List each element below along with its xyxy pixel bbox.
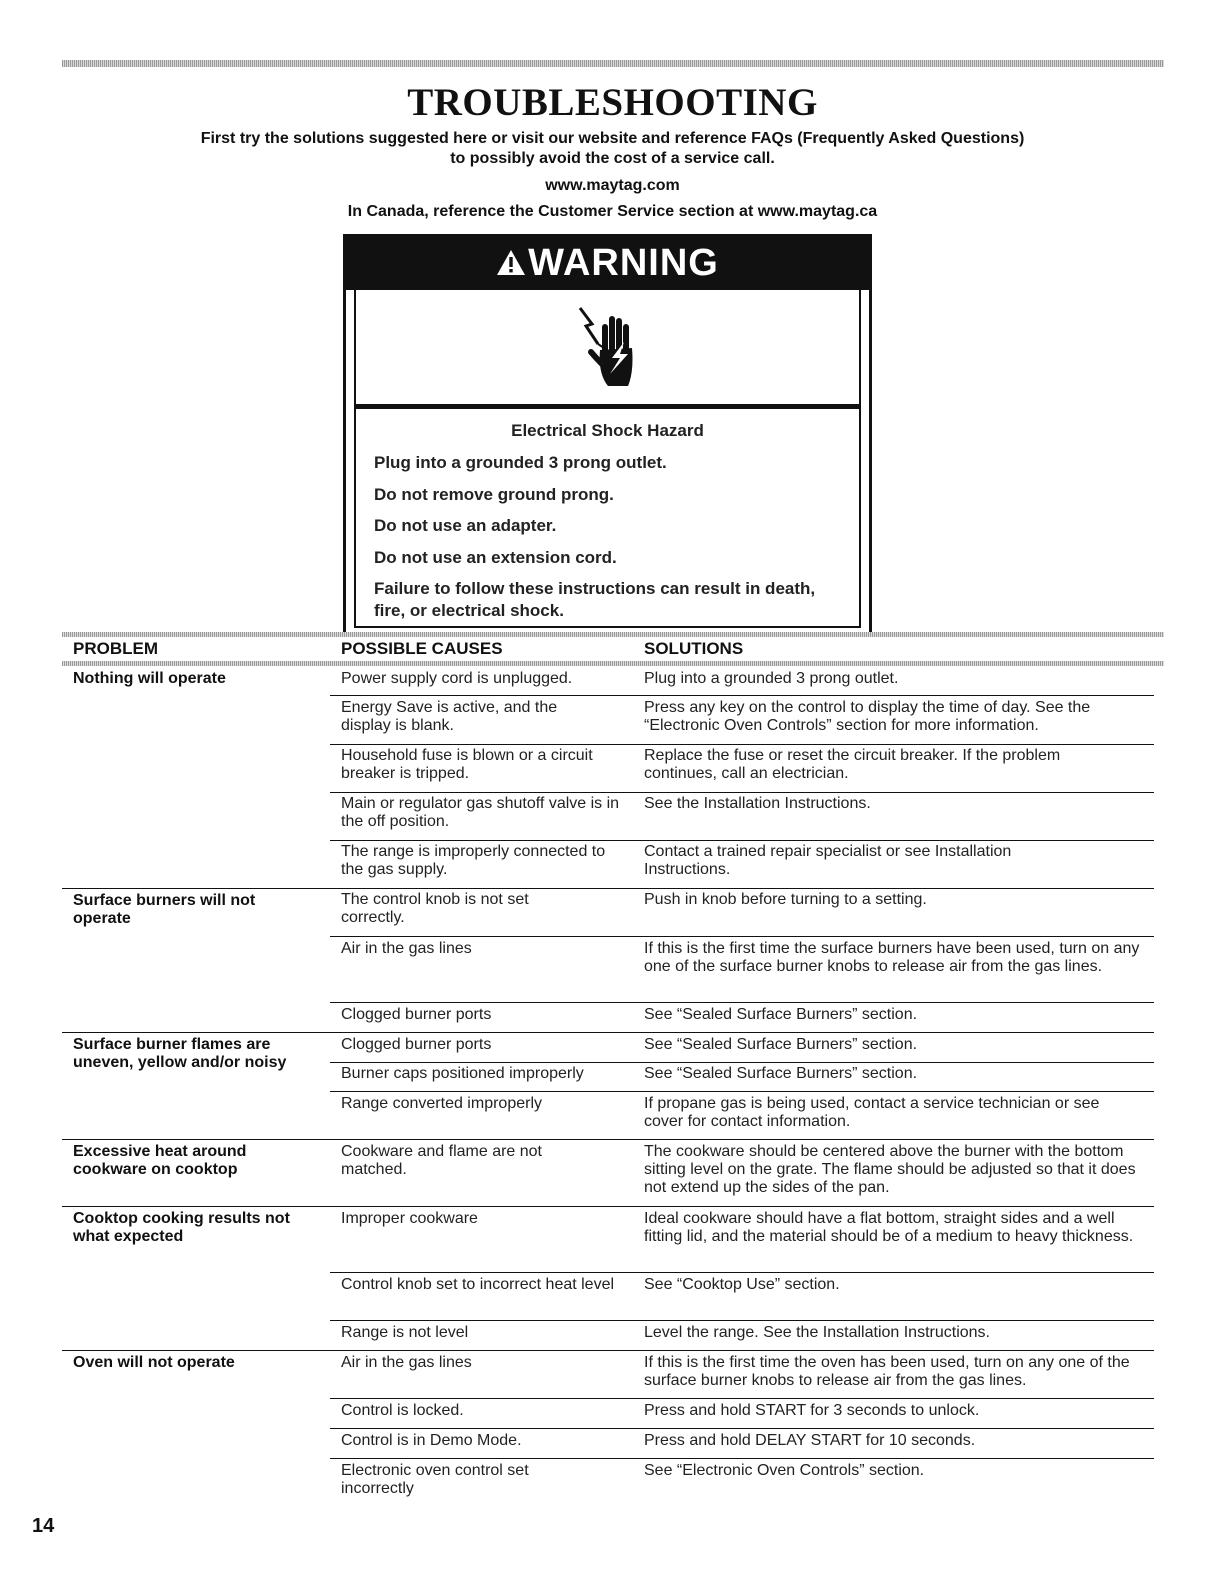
top-hatched-rule <box>62 60 1164 67</box>
cause-cell: Control is locked. <box>341 1402 464 1419</box>
cause-cell: Burner caps positioned improperly <box>341 1065 584 1082</box>
warning-triangle-icon <box>496 238 526 291</box>
electrical-shock-hand-icon <box>578 302 640 397</box>
warning-icon-panel <box>354 290 861 406</box>
solution-cell: Push in knob before turning to a setting. <box>644 891 927 908</box>
hazard-title: Electrical Shock Hazard <box>511 421 704 440</box>
row-divider <box>330 1428 1154 1429</box>
section-divider <box>62 1032 1154 1033</box>
cause-cell: Control is in Demo Mode. <box>341 1432 522 1449</box>
cause-cell: Control knob set to incorrect heat level <box>341 1276 615 1293</box>
solution-cell: Plug into a grounded 3 prong outlet. <box>644 670 899 687</box>
warning-line: Do not use an adapter. <box>374 516 557 535</box>
solution-cell: Press and hold START for 3 seconds to unlock. <box>644 1402 980 1419</box>
cause-cell: The control knob is not set correctly. <box>341 891 529 926</box>
column-header-problem: PROBLEM <box>73 639 158 658</box>
row-divider <box>330 1398 1154 1399</box>
row-divider <box>330 840 1154 841</box>
intro-line-1: First try the solutions suggested here or visit our website and reference FAQs (Frequently Asked Questions) <box>200 130 1025 147</box>
table-header-bottom-rule <box>62 661 1164 666</box>
cause-cell: Cookware and flame are not matched. <box>341 1143 542 1178</box>
row-divider <box>330 1002 1154 1003</box>
row-divider <box>330 744 1154 745</box>
warning-line: Do not use an extension cord. <box>374 548 617 567</box>
solution-cell: Ideal cookware should have a flat bottom, straight sides and a well fitting lid, and the material should be of a medium to heavy thickness. <box>644 1210 1134 1245</box>
solution-cell: See “Electronic Oven Controls” section. <box>644 1462 925 1479</box>
solution-cell: Press and hold DELAY START for 10 seconds. <box>644 1432 976 1449</box>
problem-label: Excessive heat around cookware on cooktop <box>73 1143 247 1178</box>
solution-cell: See “Sealed Surface Burners” section. <box>644 1036 918 1053</box>
website-link[interactable]: www.maytag.com <box>545 177 680 194</box>
section-divider <box>62 1206 1154 1207</box>
problem-label: Surface burners will not operate <box>73 892 256 927</box>
cause-cell: The range is improperly connected to the gas supply. <box>341 843 606 878</box>
warning-line: Failure to follow these instructions can result in death, <box>374 579 816 598</box>
canada-note: In Canada, reference the Customer Service section at www.maytag.ca <box>347 203 878 220</box>
warning-line: Do not remove ground prong. <box>374 485 614 504</box>
warning-line: fire, or electrical shock. <box>374 601 564 620</box>
row-divider <box>330 792 1154 793</box>
row-divider <box>330 936 1154 937</box>
table-header-top-rule <box>62 632 1164 637</box>
section-divider <box>62 888 1154 889</box>
page-title: TROUBLESHOOTING <box>407 81 818 124</box>
cause-cell: Energy Save is active, and the display is blank. <box>341 699 558 734</box>
cause-cell: Air in the gas lines <box>341 940 472 957</box>
cause-cell: Improper cookware <box>341 1210 478 1227</box>
row-divider <box>330 1062 1154 1063</box>
cause-cell: Clogged burner ports <box>341 1006 492 1023</box>
row-divider <box>330 1458 1154 1459</box>
warning-line: Plug into a grounded 3 prong outlet. <box>374 453 667 472</box>
page-number: 14 <box>32 1515 55 1537</box>
column-header-solutions: SOLUTIONS <box>644 639 744 658</box>
solution-cell: Press any key on the control to display the time of day. See the “Electronic Oven Controls” section for more information. <box>644 699 1091 734</box>
warning-header-label: WARNING <box>528 242 719 284</box>
cause-cell: Power supply cord is unplugged. <box>341 670 573 687</box>
section-divider <box>62 1350 1154 1351</box>
problem-label: Cooktop cooking results not what expected <box>73 1210 290 1245</box>
cause-cell: Electronic oven control set incorrectly <box>341 1462 529 1497</box>
warning-text-panel <box>354 406 861 628</box>
solution-cell: Replace the fuse or reset the circuit breaker. If the problem continues, call an electrician. <box>644 747 1061 782</box>
cause-cell: Household fuse is blown or a circuit breaker is tripped. <box>341 747 593 782</box>
cause-cell: Range converted improperly <box>341 1095 542 1112</box>
solution-cell: See “Sealed Surface Burners” section. <box>644 1065 918 1082</box>
row-divider <box>330 695 1154 696</box>
section-divider <box>62 1139 1154 1140</box>
cause-cell: Air in the gas lines <box>341 1354 472 1371</box>
problem-label: Oven will not operate <box>73 1354 235 1371</box>
warning-header <box>346 237 869 290</box>
problem-label: Surface burner flames are uneven, yellow and/or noisy <box>73 1036 287 1071</box>
cause-cell: Main or regulator gas shutoff valve is in the off position. <box>341 795 620 830</box>
row-divider <box>330 1091 1154 1092</box>
row-divider <box>330 1272 1154 1273</box>
column-header-causes: POSSIBLE CAUSES <box>341 639 503 658</box>
problem-label: Nothing will operate <box>73 670 226 687</box>
solution-cell: If this is the first time the oven has been used, turn on any one of the surface burner knobs to release air from the gas lines. <box>644 1354 1130 1389</box>
solution-cell: See “Sealed Surface Burners” section. <box>644 1006 918 1023</box>
cause-cell: Range is not level <box>341 1324 469 1341</box>
solution-cell: If this is the first time the surface burners have been used, turn on any one of the surface burner knobs to release air from the gas lines. <box>644 940 1140 975</box>
intro-line-2: to possibly avoid the cost of a service call. <box>450 150 775 167</box>
warning-box <box>343 234 872 636</box>
solution-cell: If propane gas is being used, contact a service technician or see cover for contact information. <box>644 1095 1100 1130</box>
cause-cell: Clogged burner ports <box>341 1036 492 1053</box>
solution-cell: Level the range. See the Installation Instructions. <box>644 1324 990 1341</box>
solution-cell: The cookware should be centered above the burner with the bottom sitting level on the grate. The flame should be adjusted so that it does not extend up the sides of the pan. <box>644 1143 1136 1196</box>
solution-cell: See the Installation Instructions. <box>644 795 871 812</box>
solution-cell: Contact a trained repair specialist or see Installation Instructions. <box>644 843 1012 878</box>
solution-cell: See “Cooktop Use” section. <box>644 1276 840 1293</box>
row-divider <box>330 1320 1154 1321</box>
